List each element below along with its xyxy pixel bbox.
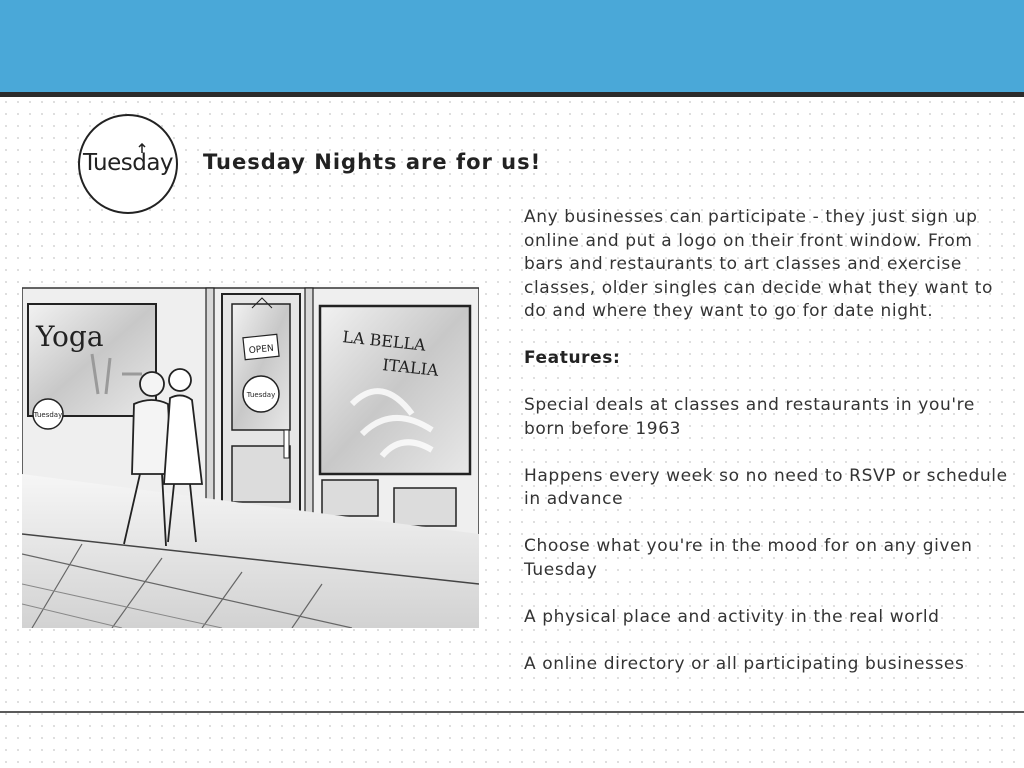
logo-text: Tuesday (82, 150, 174, 176)
yoga-sign: Yoga (36, 320, 104, 353)
feature-item: Happens every week so no need to RSVP or schedule in advance (524, 465, 1008, 509)
door-tuesday-logo: Tuesday (246, 391, 276, 399)
intro-paragraph: Any businesses can participate - they just sign up online and put a logo on their front window. From bars and restaurants to art classes and exercise classes, older singles can decide what they want to do and where they want to go for date night. (524, 207, 993, 321)
window-tuesday-logo: Tuesday (33, 411, 63, 419)
footer-divider (0, 711, 1024, 713)
page-title: Tuesday Nights are for us! (203, 150, 542, 174)
restaurant-name-line1: LA BELLA (341, 327, 427, 355)
features-heading: Features: (524, 348, 621, 368)
open-sign: OPEN (248, 343, 275, 357)
header-divider (0, 92, 1024, 97)
storefront-illustration (22, 284, 479, 628)
description-column (524, 206, 1014, 700)
feature-item: Choose what you're in the mood for on any given Tuesday (524, 536, 973, 580)
header-bar (0, 0, 1024, 92)
feature-item: A online directory or all participating businesses (524, 653, 965, 674)
feature-item: A physical place and activity in the real world (524, 606, 940, 627)
restaurant-name-line2: ITALIA (381, 355, 440, 380)
feature-item: Special deals at classes and restaurants in you're born before 1963 (524, 395, 975, 439)
tuesday-logo (78, 114, 178, 214)
